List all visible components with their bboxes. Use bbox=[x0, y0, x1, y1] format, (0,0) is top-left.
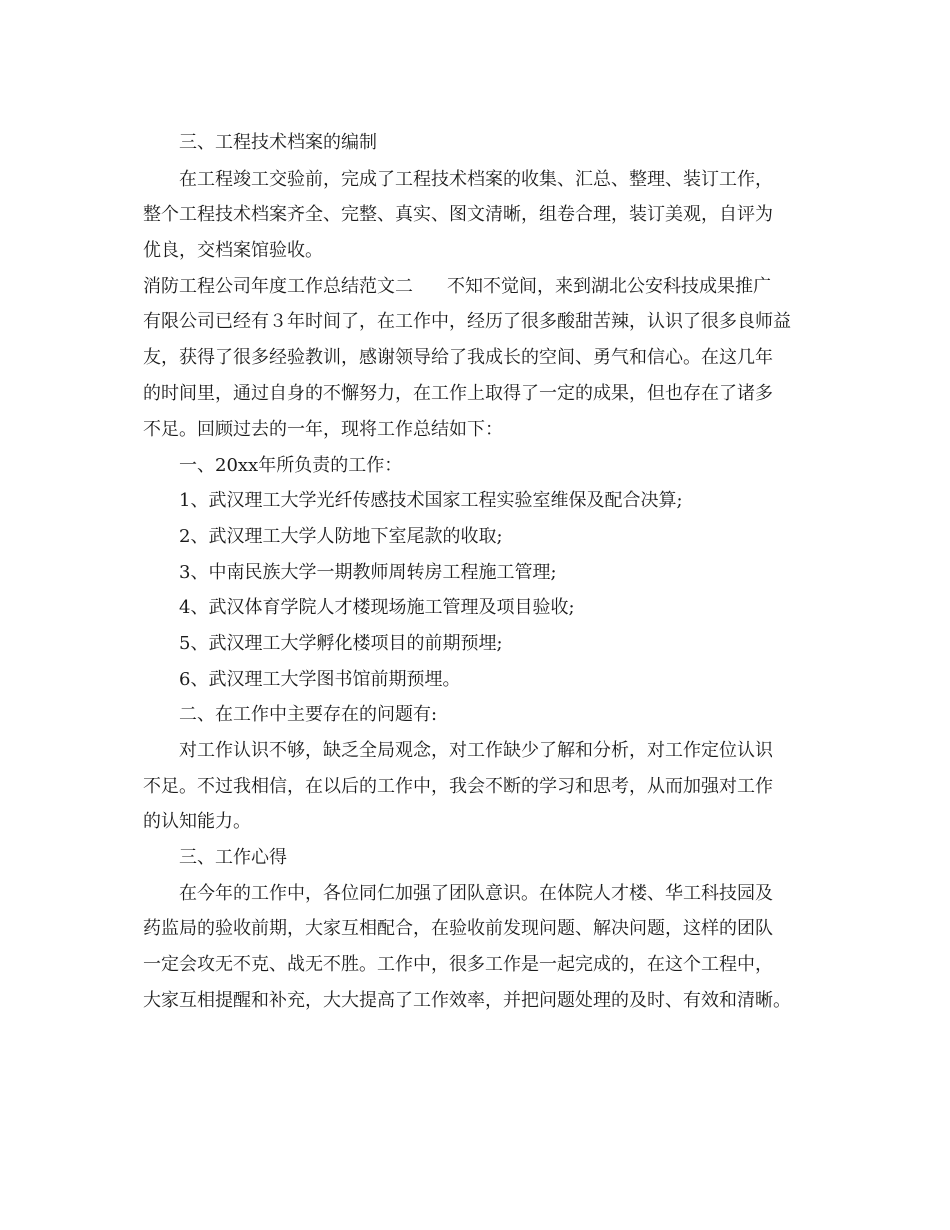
archive-paragraph-line-3: 优良，交档案馆验收。 bbox=[143, 240, 323, 261]
article-title-line bbox=[143, 275, 771, 299]
part3-paragraph-line-4: 大家互相提醒和补充，大大提高了工作效率，并把问题处理的及时、有效和清晰。 bbox=[143, 990, 791, 1011]
part2-paragraph-line-1: 对工作认识不够，缺乏全局观念，对工作缺少了解和分析，对工作定位认识 bbox=[179, 740, 773, 761]
list-item: 5、武汉理工大学孵化楼项目的前期预埋; bbox=[179, 633, 503, 654]
intro-line-1: 不知不觉间，来到湖北公安科技成果推广 bbox=[447, 276, 771, 297]
part3-paragraph-line-2: 药监局的验收前期，大家互相配合，在验收前发现问题、解决问题，这样的团队 bbox=[143, 918, 773, 939]
intro-line-3: 友，获得了很多经验教训，感谢领导给了我成长的空间、勇气和信心。在这几年 bbox=[143, 347, 773, 368]
part1-heading: 一、20xx年所负责的工作： bbox=[179, 455, 403, 476]
part2-paragraph-line-3: 的认知能力。 bbox=[143, 811, 251, 832]
part2-paragraph-line-2: 不足。不过我相信，在以后的工作中，我会不断的学习和思考，从而加强对工作 bbox=[143, 776, 773, 797]
list-item: 6、武汉理工大学图书馆前期预埋。 bbox=[179, 669, 461, 690]
list-item: 4、武汉体育学院人才楼现场施工管理及项目验收; bbox=[179, 597, 575, 618]
section-heading-archive: 三、工程技术档案的编制 bbox=[179, 132, 377, 153]
intro-line-4: 的时间里，通过自身的不懈努力，在工作上取得了一定的成果，但也存在了诸多 bbox=[143, 383, 773, 404]
list-item: 1、武汉理工大学光纤传感技术国家工程实验室维保及配合决算; bbox=[179, 490, 683, 511]
list-item: 3、中南民族大学一期教师周转房工程施工管理; bbox=[179, 562, 557, 583]
intro-line-2: 有限公司已经有３年时间了，在工作中，经历了很多酸甜苦辣，认识了很多良师益 bbox=[143, 311, 791, 332]
article-title: 消防工程公司年度工作总结范文二 bbox=[143, 276, 413, 297]
part2-heading: 二、在工作中主要存在的问题有: bbox=[179, 704, 438, 725]
archive-paragraph-line-2: 整个工程技术档案齐全、完整、真实、图文清晰，组卷合理，装订美观，自评为 bbox=[143, 204, 773, 225]
intro-line-5: 不足。回顾过去的一年，现将工作总结如下： bbox=[143, 419, 503, 440]
part3-paragraph-line-1: 在今年的工作中，各位同仁加强了团队意识。在体院人才楼、华工科技园及 bbox=[179, 883, 773, 904]
part3-heading: 三、工作心得 bbox=[179, 847, 287, 868]
part3-paragraph-line-3: 一定会攻无不克、战无不胜。工作中，很多工作是一起完成的，在这个工程中， bbox=[143, 954, 773, 975]
archive-paragraph-line-1: 在工程竣工交验前，完成了工程技术档案的收集、汇总、整理、装订工作， bbox=[179, 169, 773, 190]
list-item: 2、武汉理工大学人防地下室尾款的收取; bbox=[179, 526, 503, 547]
